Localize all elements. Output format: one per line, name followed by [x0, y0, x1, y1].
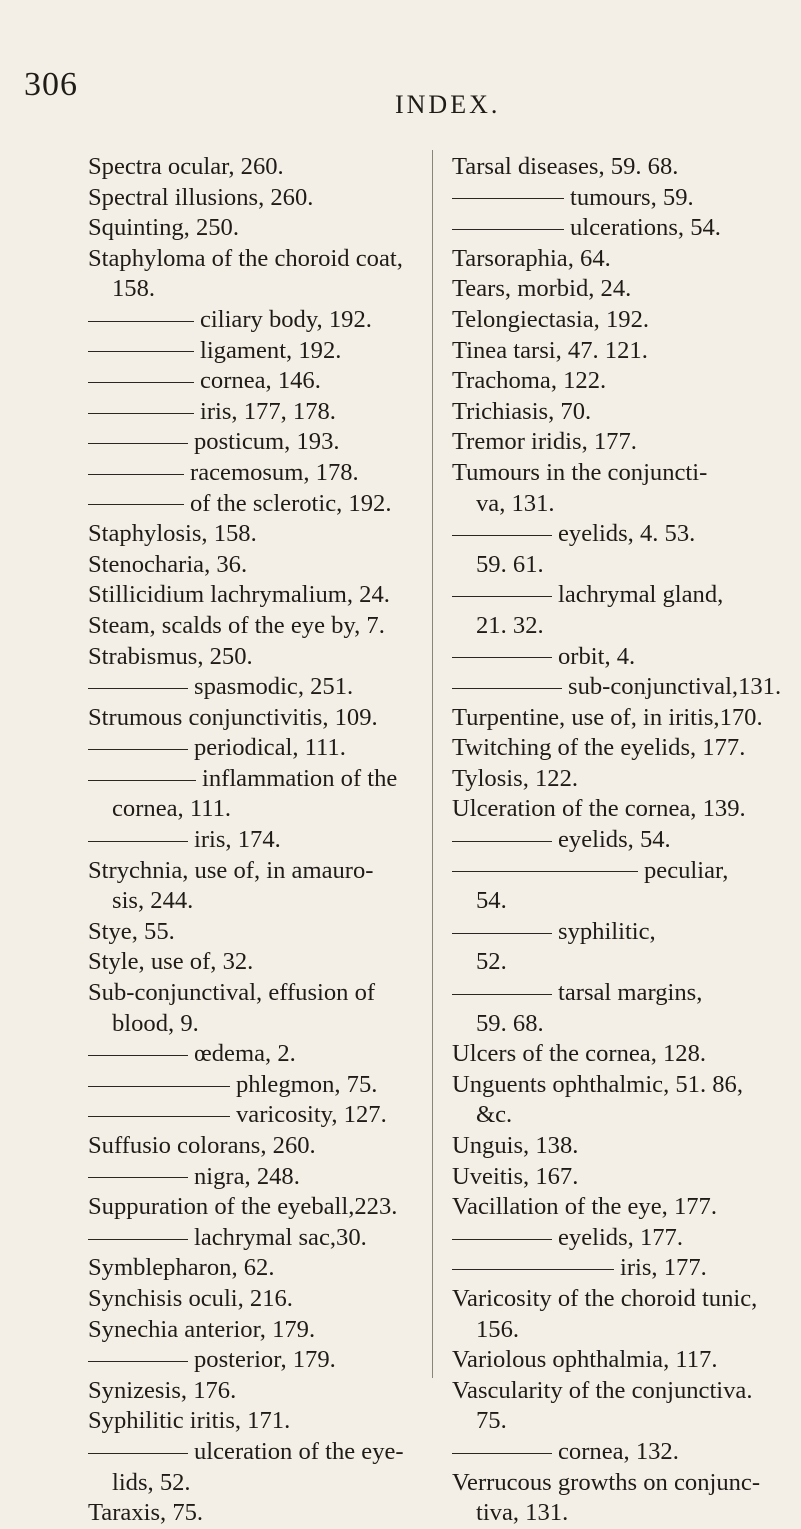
index-subentry: [452, 183, 792, 214]
index-subentry: [88, 336, 416, 367]
entry-text: blood, 9.: [112, 1009, 199, 1037]
index-entry: [88, 274, 416, 305]
entry-text: tarsal margins,: [558, 979, 703, 1007]
entry-text: sub-conjunctival,131.: [568, 673, 782, 701]
index-subentry: [452, 1223, 792, 1254]
index-entry: [88, 703, 416, 734]
entry-text: Twitching of the eyelids, 177.: [452, 734, 746, 762]
index-entry: [452, 397, 792, 428]
ditto-dash: [452, 657, 552, 658]
entry-text: Tears, morbid, 24.: [452, 275, 632, 303]
entry-text: Tinea tarsi, 47. 121.: [452, 336, 648, 364]
index-subentry: [452, 642, 792, 673]
entry-text: cornea, 146.: [200, 367, 321, 395]
ditto-dash: [88, 780, 196, 781]
index-entry: [452, 1070, 792, 1101]
entry-text: Spectral illusions, 260.: [88, 183, 314, 211]
index-entry: [452, 1131, 792, 1162]
entry-text: &c.: [476, 1101, 513, 1129]
index-subentry: [88, 1345, 416, 1376]
entry-text: posticum, 193.: [194, 428, 340, 456]
entry-text: 59. 68.: [476, 1009, 544, 1037]
ditto-dash: [88, 749, 188, 750]
entry-text: lachrymal sac,30.: [194, 1223, 367, 1251]
ditto-dash: [452, 596, 552, 597]
entry-text: syphilitic,: [558, 917, 656, 945]
index-subentry: [88, 1100, 416, 1131]
entry-text: Tarsal diseases, 59. 68.: [452, 153, 679, 180]
index-entry: [452, 427, 792, 458]
entry-text: sis, 244.: [112, 887, 194, 915]
entry-text: Synechia anterior, 179.: [88, 1315, 316, 1343]
ditto-dash: [452, 841, 552, 842]
ditto-dash: [452, 871, 638, 872]
entry-text: Strychnia, use of, in amauro-: [88, 856, 374, 884]
entry-text: Strumous conjunctivitis, 109.: [88, 703, 378, 731]
index-entry: [452, 1468, 792, 1499]
entry-text: ulcerations, 54.: [570, 214, 721, 242]
index-entry: [452, 1162, 792, 1193]
entry-text: Varicosity of the choroid tunic,: [452, 1284, 758, 1312]
column-divider: [432, 150, 433, 1378]
index-entry: [452, 886, 792, 917]
index-entry: [452, 489, 792, 520]
index-entry: [88, 580, 416, 611]
index-entry: [452, 764, 792, 795]
entry-text: tiva, 131.: [476, 1499, 569, 1527]
index-entry: [88, 1315, 416, 1346]
entry-text: Suppuration of the eyeball,223.: [88, 1193, 398, 1221]
index-entry: [452, 1009, 792, 1040]
ditto-dash: [88, 321, 194, 322]
entry-text: Syphilitic iritis, 171.: [88, 1407, 291, 1435]
index-entry: [452, 947, 792, 978]
index-subentry: [88, 825, 416, 856]
ditto-dash: [452, 229, 564, 230]
entry-text: lachrymal gland,: [558, 581, 724, 609]
index-subentry: [88, 305, 416, 336]
index-entry: [88, 1131, 416, 1162]
entry-text: eyelids, 4. 53.: [558, 520, 696, 548]
entry-text: 52.: [476, 948, 507, 976]
index-entry: [452, 336, 792, 367]
index-subentry: [88, 1437, 416, 1468]
index-entry: [88, 244, 416, 275]
entry-text: 21. 32.: [476, 611, 544, 639]
entry-text: iris, 174.: [194, 826, 281, 854]
entry-text: Taraxis, 75.: [88, 1499, 204, 1527]
entry-text: Vacillation of the eye, 177.: [452, 1193, 717, 1221]
index-entry: [88, 1284, 416, 1315]
ditto-dash: [452, 198, 564, 199]
index-entry: [452, 152, 792, 183]
entry-text: 75.: [476, 1407, 507, 1435]
entry-text: posterior, 179.: [194, 1346, 336, 1374]
entry-text: nigra, 248.: [194, 1162, 300, 1190]
entry-text: cornea, 132.: [558, 1437, 679, 1465]
index-entry: [452, 1100, 792, 1131]
entry-text: Tarsoraphia, 64.: [452, 244, 611, 272]
index-entry: [88, 886, 416, 917]
index-subentry: [88, 1039, 416, 1070]
entry-text: iris, 177, 178.: [200, 397, 336, 425]
index-entry: [452, 305, 792, 336]
index-subentry: [88, 489, 416, 520]
entry-text: Spectra ocular, 260.: [88, 153, 284, 180]
index-subentry: [88, 1162, 416, 1193]
entry-text: Staphylosis, 158.: [88, 520, 257, 548]
index-entry: [88, 152, 416, 183]
index-entry: [452, 1192, 792, 1223]
index-entry: [88, 550, 416, 581]
index-subentry: [88, 1070, 416, 1101]
ditto-dash: [88, 1361, 188, 1362]
index-entry: [88, 1192, 416, 1223]
entry-text: Squinting, 250.: [88, 214, 239, 242]
entry-text: Tumours in the conjuncti-: [452, 458, 708, 486]
index-entry: [452, 1406, 792, 1437]
index-entry: [452, 244, 792, 275]
ditto-dash: [88, 504, 184, 505]
index-entry: [88, 1498, 416, 1529]
index-entry: [88, 519, 416, 550]
entry-text: lids, 52.: [112, 1468, 191, 1496]
entry-text: orbit, 4.: [558, 642, 636, 670]
entry-text: Tremor iridis, 177.: [452, 428, 637, 456]
entry-text: va, 131.: [476, 489, 555, 517]
ditto-dash: [452, 1239, 552, 1240]
index-entry: [452, 1376, 792, 1407]
index-entry: [452, 611, 792, 642]
index-entry: [452, 366, 792, 397]
ditto-dash: [88, 1116, 230, 1117]
ditto-dash: [88, 1086, 230, 1087]
index-entry: [88, 1468, 416, 1499]
entry-text: Unguents ophthalmic, 51. 86,: [452, 1070, 743, 1098]
index-entry: [452, 458, 792, 489]
entry-text: Strabismus, 250.: [88, 642, 253, 670]
entry-text: Ulcers of the cornea, 128.: [452, 1040, 707, 1068]
index-subentry: [88, 1223, 416, 1254]
index-subentry: [452, 978, 792, 1009]
entry-text: varicosity, 127.: [236, 1101, 387, 1129]
running-head: INDEX.: [395, 90, 501, 119]
entry-text: 54.: [476, 887, 507, 915]
index-subentry: [452, 856, 792, 887]
entry-text: Symblepharon, 62.: [88, 1254, 275, 1282]
index-entry: [88, 794, 416, 825]
entry-text: 156.: [476, 1315, 520, 1343]
ditto-dash: [452, 688, 562, 689]
entry-text: 158.: [112, 275, 156, 303]
index-entry: [88, 917, 416, 948]
ditto-dash: [452, 535, 552, 536]
ditto-dash: [452, 1453, 552, 1454]
index-subentry: [88, 672, 416, 703]
index-subentry: [88, 397, 416, 428]
index-subentry: [88, 733, 416, 764]
index-entry: [88, 1406, 416, 1437]
entry-text: inflammation of the: [202, 764, 398, 792]
index-entry: [88, 213, 416, 244]
entry-text: peculiar,: [644, 856, 729, 884]
entry-text: Synchisis oculi, 216.: [88, 1284, 293, 1312]
index-column-right: [452, 152, 792, 1529]
ditto-dash: [88, 1177, 188, 1178]
index-entry: [452, 1039, 792, 1070]
index-subentry: [452, 519, 792, 550]
index-subentry: [452, 580, 792, 611]
index-subentry: [452, 213, 792, 244]
index-subentry: [452, 825, 792, 856]
entry-text: Synizesis, 176.: [88, 1376, 237, 1404]
entry-text: Variolous ophthalmia, 117.: [452, 1346, 718, 1374]
index-subentry: [88, 458, 416, 489]
entry-text: Uveitis, 167.: [452, 1162, 579, 1190]
entry-text: spasmodic, 251.: [194, 673, 354, 701]
index-entry: [88, 947, 416, 978]
entry-text: Sub-conjunctival, effusion of: [88, 979, 376, 1007]
index-entry: [452, 794, 792, 825]
index-entry: [452, 1498, 792, 1529]
index-entry: [88, 1253, 416, 1284]
entry-text: œdema, 2.: [194, 1040, 296, 1068]
index-entry: [88, 1376, 416, 1407]
entry-text: Vascularity of the conjunctiva.: [452, 1376, 753, 1404]
index-subentry: [452, 672, 792, 703]
ditto-dash: [88, 1055, 188, 1056]
entry-text: Stye, 55.: [88, 917, 175, 945]
entry-text: Trachoma, 122.: [452, 367, 607, 395]
index-entry: [452, 274, 792, 305]
entry-text: Stillicidium lachrymalium, 24.: [88, 581, 390, 609]
entry-text: eyelids, 54.: [558, 826, 671, 854]
ditto-dash: [452, 1269, 614, 1270]
entry-text: Suffusio colorans, 260.: [88, 1132, 316, 1159]
ditto-dash: [452, 933, 552, 934]
index-entry: [452, 1345, 792, 1376]
ditto-dash: [452, 994, 552, 995]
entry-text: Staphyloma of the choroid coat,: [88, 244, 403, 272]
entry-text: Stenocharia, 36.: [88, 550, 248, 578]
entry-text: Steam, scalds of the eye by, 7.: [88, 611, 385, 639]
ditto-dash: [88, 443, 188, 444]
index-entry: [88, 978, 416, 1009]
index-subentry: [452, 917, 792, 948]
ditto-dash: [88, 841, 188, 842]
index-entry: [452, 1315, 792, 1346]
entry-text: periodical, 111.: [194, 734, 346, 762]
entry-text: Ulceration of the cornea, 139.: [452, 795, 746, 823]
entry-text: cornea, 111.: [112, 795, 232, 823]
ditto-dash: [88, 688, 188, 689]
ditto-dash: [88, 474, 184, 475]
entry-text: Tylosis, 122.: [452, 764, 579, 792]
entry-text: racemosum, 178.: [190, 458, 359, 486]
entry-text: Verrucous growths on conjunc-: [452, 1468, 761, 1496]
index-entry: [88, 856, 416, 887]
index-entry: [88, 183, 416, 214]
entry-text: Telongiectasia, 192.: [452, 305, 650, 333]
ditto-dash: [88, 1453, 188, 1454]
entry-text: Turpentine, use of, in iritis,170.: [452, 703, 763, 731]
ditto-dash: [88, 1239, 188, 1240]
index-entry: [452, 1284, 792, 1315]
entry-text: ligament, 192.: [200, 336, 342, 364]
entry-text: Unguis, 138.: [452, 1132, 579, 1159]
index-subentry: [88, 427, 416, 458]
entry-text: 59. 61.: [476, 550, 544, 578]
index-entry: [88, 642, 416, 673]
index-entry: [88, 1009, 416, 1040]
entry-text: Trichiasis, 70.: [452, 397, 592, 425]
index-entry: [452, 550, 792, 581]
entry-text: ciliary body, 192.: [200, 305, 372, 333]
ditto-dash: [88, 413, 194, 414]
page-number: 306: [24, 66, 78, 103]
entry-text: ulceration of the eye-: [194, 1437, 404, 1465]
index-entry: [452, 733, 792, 764]
entry-text: eyelids, 177.: [558, 1223, 683, 1251]
index-column-left: [88, 152, 416, 1529]
index-subentry: [452, 1437, 792, 1468]
index-subentry: [452, 1253, 792, 1284]
index-entry: [452, 703, 792, 734]
entry-text: iris, 177.: [620, 1254, 707, 1282]
entry-text: phlegmon, 75.: [236, 1070, 378, 1098]
ditto-dash: [88, 351, 194, 352]
entry-text: Style, use of, 32.: [88, 948, 254, 976]
index-subentry: [88, 764, 416, 795]
entry-text: of the sclerotic, 192.: [190, 489, 392, 517]
index-entry: [88, 611, 416, 642]
entry-text: tumours, 59.: [570, 183, 694, 211]
ditto-dash: [88, 382, 194, 383]
index-subentry: [88, 366, 416, 397]
